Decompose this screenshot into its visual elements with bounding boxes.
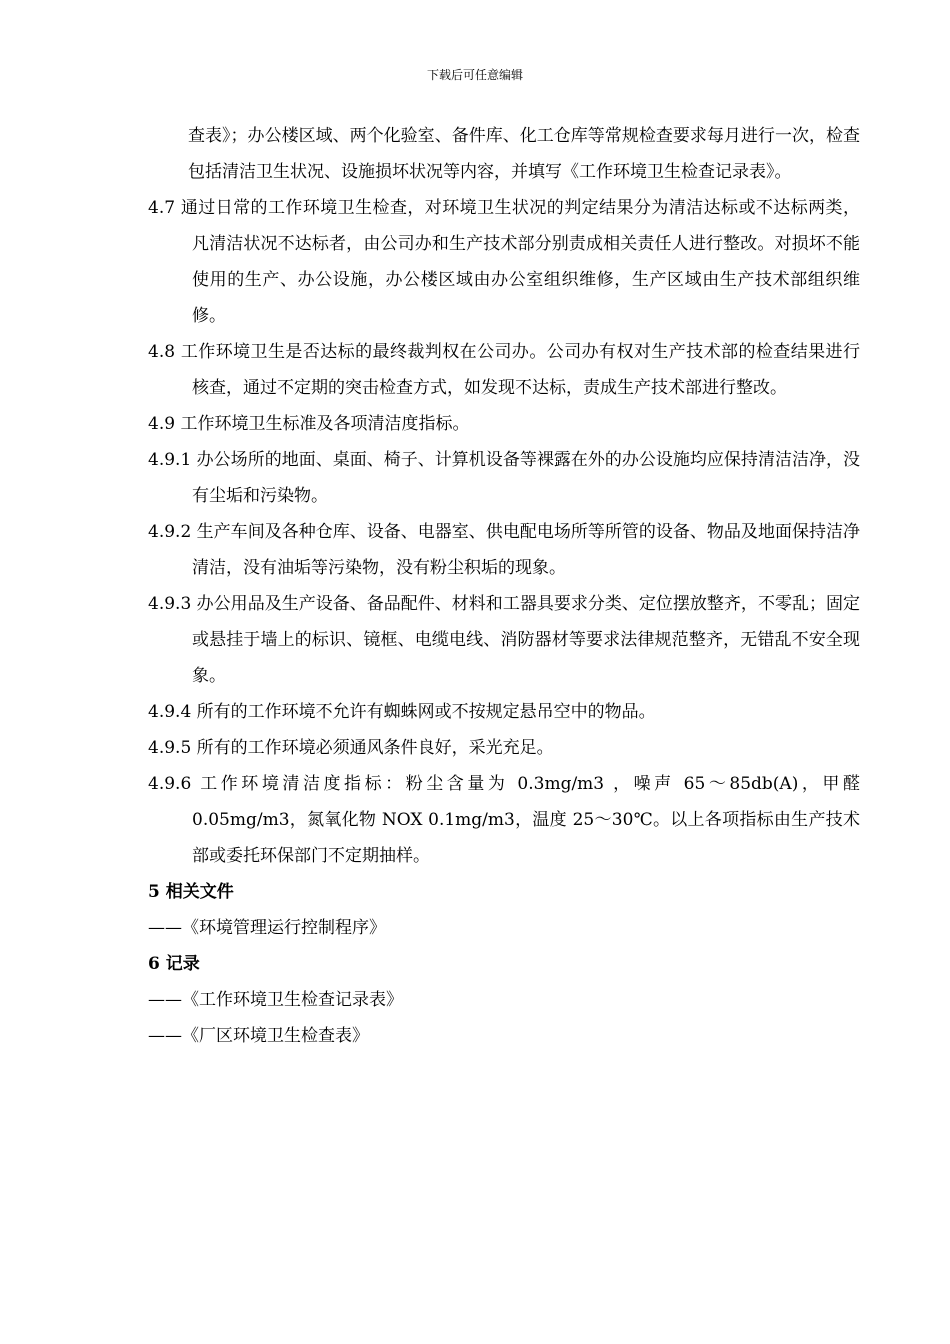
record-item: ——《厂区环境卫生检查表》 — [148, 1026, 369, 1046]
related-document-item: ——《环境管理运行控制程序》 — [148, 918, 386, 938]
section-heading-records: 6 记录 — [148, 954, 200, 974]
page-header-note: 下载后可任意编辑 — [426, 68, 523, 82]
clause-4-7: 4.7 通过日常的工作环境卫生检查，对环境卫生状况的判定结果分为清洁达标或不达标两类，凡清洁状况不达标者，由公司办和生产技术部分别责成相关责任人进行整改。对损坏不能使用的生产、办公设施，办公楼区域由办公室组织维修，生产区域由生产技术部组织维修。 — [148, 198, 860, 326]
section-heading-related-documents: 5 相关文件 — [148, 882, 234, 902]
clause-4-9-6: 4.9.6 工作环境清洁度指标：粉尘含量为 0.3mg/m3 ，噪声 65～85db(A)，甲醛 0.05mg/m3，氮氧化物 NOX 0.1mg/m3，温度 25～30℃。以上各项指标由生产技术部或委托环保部门不定期抽样。 — [148, 774, 860, 866]
record-item: ——《工作环境卫生检查记录表》 — [148, 990, 403, 1010]
clause-4-9-1: 4.9.1 办公场所的地面、桌面、椅子、计算机设备等裸露在外的办公设施均应保持清洁洁净，没有尘垢和污染物。 — [148, 450, 860, 506]
clause-4-9: 4.9 工作环境卫生标准及各项清洁度指标。 — [148, 414, 470, 434]
clause-4-9-5: 4.9.5 所有的工作环境必须通风条件良好，采光充足。 — [148, 738, 554, 758]
clause-4-9-2: 4.9.2 生产车间及各种仓库、设备、电器室、供电配电场所等所管的设备、物品及地面保持洁净清洁，没有油垢等污染物，没有粉尘积垢的现象。 — [148, 522, 860, 578]
clause-4-8: 4.8 工作环境卫生是否达标的最终裁判权在公司办。公司办有权对生产技术部的检查结果进行核查，通过不定期的突击检查方式，如发现不达标，责成生产技术部进行整改。 — [148, 342, 860, 398]
document-body — [148, 118, 860, 1054]
paragraph-continued: 查表》；办公楼区域、两个化验室、备件库、化工仓库等常规检查要求每月进行一次，检查包括清洁卫生状况、设施损坏状况等内容，并填写《工作环境卫生检查记录表》。 — [188, 126, 860, 182]
clause-4-9-3: 4.9.3 办公用品及生产设备、备品配件、材料和工器具要求分类、定位摆放整齐，不零乱；固定或悬挂于墙上的标识、镜框、电缆电线、消防器材等要求法律规范整齐，无错乱不安全现象。 — [148, 594, 860, 686]
clause-4-9-4: 4.9.4 所有的工作环境不允许有蜘蛛网或不按规定悬吊空中的物品。 — [148, 702, 656, 722]
